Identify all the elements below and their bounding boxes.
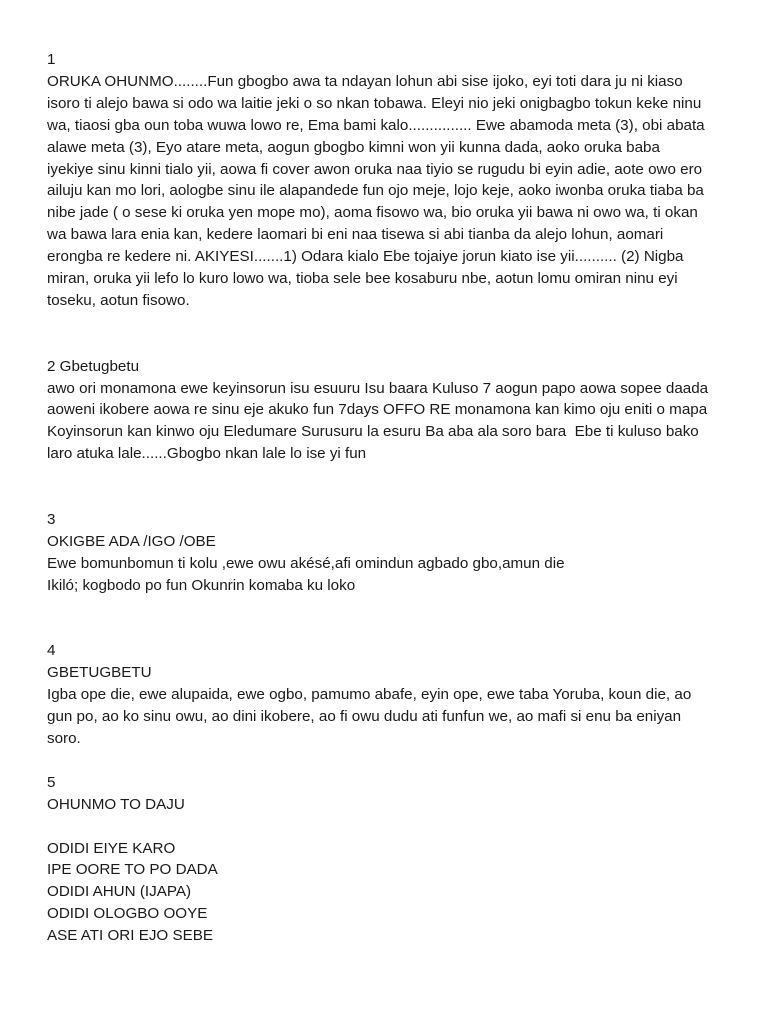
section-text-line: ailuju kan mo lori, aologbe sinu ile alapandede fun ojo meje, lojo keje, aoko iwonba oruka tiaba ba: [47, 182, 704, 200]
section-number: 3: [47, 510, 56, 528]
section-text-line: nibe jade ( o sese ki oruka yen mope mo), aoma fisowo wa, bio oruka yii bawa ni owo wa, ti okan: [47, 204, 698, 222]
section-heading: OKIGBE ADA /IGO /OBE: [47, 532, 216, 550]
section-5: [47, 772, 728, 947]
list-item: ASE ATI ORI EJO SEBE: [47, 927, 213, 945]
spacer: [47, 465, 728, 487]
section-text-line: toseku, aotun fisowo.: [47, 291, 190, 309]
section-text-line: alawe meta (3), Eyo atare meta, aogun gbogbo kimni won yii kunna dada, aoko oruka baba: [47, 138, 660, 156]
section-text-line: wa bawa lara enia kan, kedere laomari bi eni naa tisewa si abi tianba da alejo lohun, aomari: [47, 226, 664, 244]
list-item: ODIDI OLOGBO OOYE: [47, 905, 208, 923]
spacer: [47, 334, 728, 356]
section-text-line: soro.: [47, 730, 81, 747]
section-text-line: Koyinsorun kan kinwo oju Eledumare Surusuru la esuru Ba aba ala soro bara Ebe ti kuluso bako: [47, 423, 699, 441]
section-text-line: erongba re kedere ni. AKIYESI.......1) Odara kialo Ebe tojaiye jorun kiato ise yii.......... (2) Nigba: [47, 248, 684, 266]
section-text-line: Ewe bomunbomun ti kolu ,ewe owu akésé,afi omindun agbado gbo,amun die: [47, 554, 565, 572]
section-2: [47, 356, 728, 466]
section-number: 1: [47, 51, 56, 68]
section-heading: GBETUGBETU: [47, 664, 152, 682]
section-3: [47, 509, 728, 597]
list-item: ODIDI EIYE KARO: [47, 839, 176, 857]
section-1: [47, 49, 728, 312]
section-text-line: awo ori monamona ewe keyinsorun isu esuuru Isu baara Kuluso 7 aogun papo aowa sopee daada: [47, 379, 709, 397]
section-text-line: isoro ti alejo bawa si odo wa laitie jeki o so nkan tobawa. Eleyi nio jeki onigbagbo tokun keke ninu: [47, 94, 702, 112]
section-number: 5: [47, 773, 56, 791]
section-text-line: iyekiye sinu kinni tialo yii, aowa fi cover awon oruka naa tiyio se rugudu bi eyin adie, aote owo ero: [47, 160, 703, 178]
spacer: [47, 597, 728, 619]
spacer: [47, 487, 728, 509]
spacer: [47, 816, 728, 838]
section-text-line: ORUKA OHUNMO........Fun gbogbo awa ta ndayan lohun abi sise ijoko, eyi toti dara ju ni kiaso: [47, 72, 683, 90]
section-text-line: Igba ope die, ewe alupaida, ewe ogbo, pamumo abafe, eyin ope, ewe taba Yoruba, koun die, ao: [47, 686, 692, 704]
section-4: [47, 640, 728, 750]
section-heading: OHUNMO TO DAJU: [47, 795, 185, 813]
list-item: IPE OORE TO PO DADA: [47, 861, 218, 879]
section-text-line: wa, tiaosi gba oun toba wuwa lowo re, Ema bami kalo............... Ewe abamoda meta (3), obi abata: [47, 116, 705, 134]
spacer: [47, 312, 728, 334]
section-text-line: aoweni ikobere aowa re sinu eje akuko fun 7days OFFO RE monamona kan kimo oju eniti o mapa: [47, 401, 708, 419]
section-text-line: gun po, ao ko sinu owu, ao dini ikobere, ao fi owu dudu ati funfun we, ao mafi si enu ba eniyan: [47, 708, 682, 726]
spacer: [47, 618, 728, 640]
list-item: ODIDI AHUN (IJAPA): [47, 883, 192, 901]
section-text-line: laro atuka lale......Gbogbo nkan lale lo ise yi fun: [47, 445, 367, 463]
section-number: 4: [47, 642, 56, 660]
section-text-line: miran, oruka yii lefo lo kuro lowo wa, tioba sele bee kosaburu nbe, aotun lomu omiran ninu eyi: [47, 270, 678, 288]
spacer: [47, 750, 728, 772]
section-number: 2 Gbetugbetu: [47, 357, 140, 375]
section-text-line: Ikiló; kogbodo po fun Okunrin komaba ku loko: [47, 576, 356, 594]
